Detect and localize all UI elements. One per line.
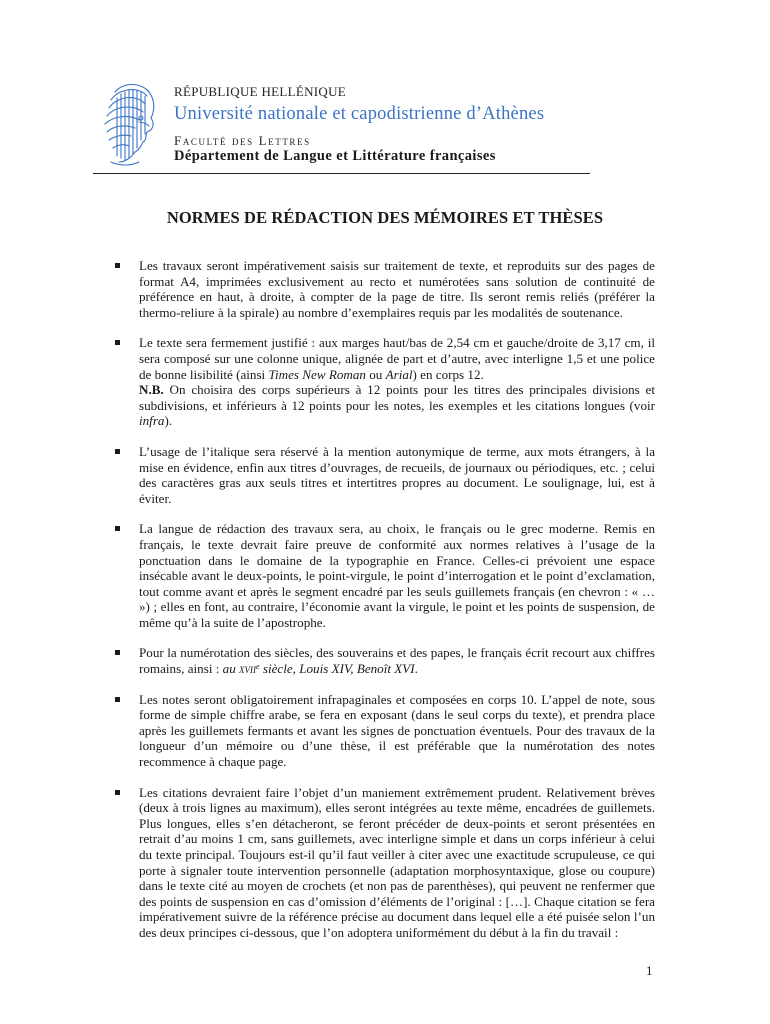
item-text: La langue de rédaction des travaux sera, au choix, le français ou le grec moderne. Remis en français, le texte devrait faire preuve de conformité aux normes relatives à l’usage de la ponctuation dans le domaine de la typographie en France. Celles-ci prévoient une espace insécable avant le deux-points, le point-virgule, le point d’interrogation et le point d’exclamation, tout comme avant et après le segment encadré par les seuls guillemets français (en chevron : « … ») ; elles en font, au contraire, l’économie avant la virgule, le point et les points de suspension, de même qu’à la suite de l’apostrophe. [139,521,655,630]
bullet-icon [115,340,120,345]
bullet-icon [115,449,120,454]
nb-infra: infra [139,413,165,429]
list-item [139,444,655,506]
bullet-icon [115,526,120,531]
page-number: 1 [646,963,653,978]
header-country: RÉPUBLIQUE HELLÉNIQUE [174,84,347,99]
list-item [139,645,655,676]
list-item [139,335,655,429]
rules-list [0,258,770,956]
century-numeral: xvii [239,661,257,677]
header-department: Département de Langue et Littérature françaises [174,148,496,164]
athena-head-logo-icon [95,78,161,170]
document-title: NORMES DE RÉDACTION DES MÉMOIRES ET THÈSES [166,208,604,227]
nb-text: On choisira des corps supérieurs à 12 points pour les titres des principales divisions et subdivisions, et inférieurs à 12 points pour les notes, les exemples et les citations longues (voir [139,382,655,413]
item-text: Les citations devraient faire l’objet d’un maniement extrêmement prudent. Relativement brèves (deux à trois lignes au maximum), elles seront intégrées au texte même, encadrées de guillemets. Plus longues, elles s’en détacheront, se feront précéder de deux-points et seront présentées en retrait d’au moins 1 cm, sans guillemets, avec interligne simple et dans un corps inférieur à celui du texte principal. Toujours est-il qu’il faut veiller à citer avec une exactitude scrupuleuse, ce qui porte à signaler toute intervention personnelle (adaptation morphosyntaxique, glose ou coupure) dans le texte cité au moyen de crochets (et non pas de parenthèses), qui peuvent ne renfermer que des points de suspension en cas d’omission d’éléments de l’original : […]. Chaque citation se fera impérativement suivre de la référence précise au document dans lequel elle a été puisée selon l’un des deux principes ci-dessous, que l’on adoptera uniformément du début à la fin du travail : [139,784,655,940]
nb-end: ). [164,413,173,429]
font-name: Arial [385,366,413,382]
item-text-end: . [414,661,418,677]
item-text: Les travaux seront impérativement saisis sur traitement de texte, et reproduits sur des pages de format A4, imprimées exclusivement au recto et numérotées sans solution de continuité de préférence en haut, à droite, à compter de la page de titre. Ils seront remis reliés (préférer la thermo-reliure à la spirale) au nombre d’exemplaires requis par les modalités de soutenance. [139,258,655,320]
bullet-icon [115,697,120,702]
font-name: Times New Roman [268,366,366,382]
bullet-icon [115,790,120,795]
header-university: Université nationale et capodistrienne d’Athènes [174,104,545,124]
list-item [139,521,655,630]
item-text: Les notes seront obligatoirement infrapaginales et composées en corps 10. L’appel de note, sous forme de simple chiffre arabe, se fera en exposant (dans le seul corps du texte), et prendra place après les guillemets fermants et avant les signes de ponctuation éventuels. Pour des travaux de la longueur d’un mémoire ou d’une thèse, il est préférable que la numérotation des notes recommence à chaque page. [139,691,655,770]
nb-label: N.B. [139,382,164,398]
item-text: ) en corps 12. [412,366,484,382]
list-item [139,258,655,320]
list-item [139,785,655,941]
header-divider [93,173,590,174]
item-text: ou [365,366,386,382]
header-faculty: Faculté des Lettres [174,133,311,148]
list-item [139,692,655,770]
university-logo [95,78,161,170]
century-suffix: e [256,662,260,672]
bullet-icon [115,650,120,655]
item-text: Pour la numérotation des siècles, des souverains et des papes, le français écrit recourt aux chiffres romains, ainsi : [139,645,655,677]
item-text: L’usage de l’italique sera réservé à la mention autonymique de terme, aux mots étrangers, à la mise en évidence, enfin aux titres d’ouvrages, de recueils, de journaux ou périodiques, etc. ; celui des caractères gras aux seuls titres et intertitres propres au document. Le soulignage, lui, est à éviter. [139,443,655,506]
item-text: Le texte sera fermement justifié : aux marges haut/bas de 2,54 cm et gauche/droite de 3,17 cm, il sera composé sur une colonne unique, alignée de part et d’autre, avec interligne 1,5 et une police de bonne lisibilité (ainsi [139,335,655,382]
example-text: au xvii$^e$ siècle, Louis XIV, Benoît XVI [222,661,415,677]
bullet-icon [115,263,120,268]
